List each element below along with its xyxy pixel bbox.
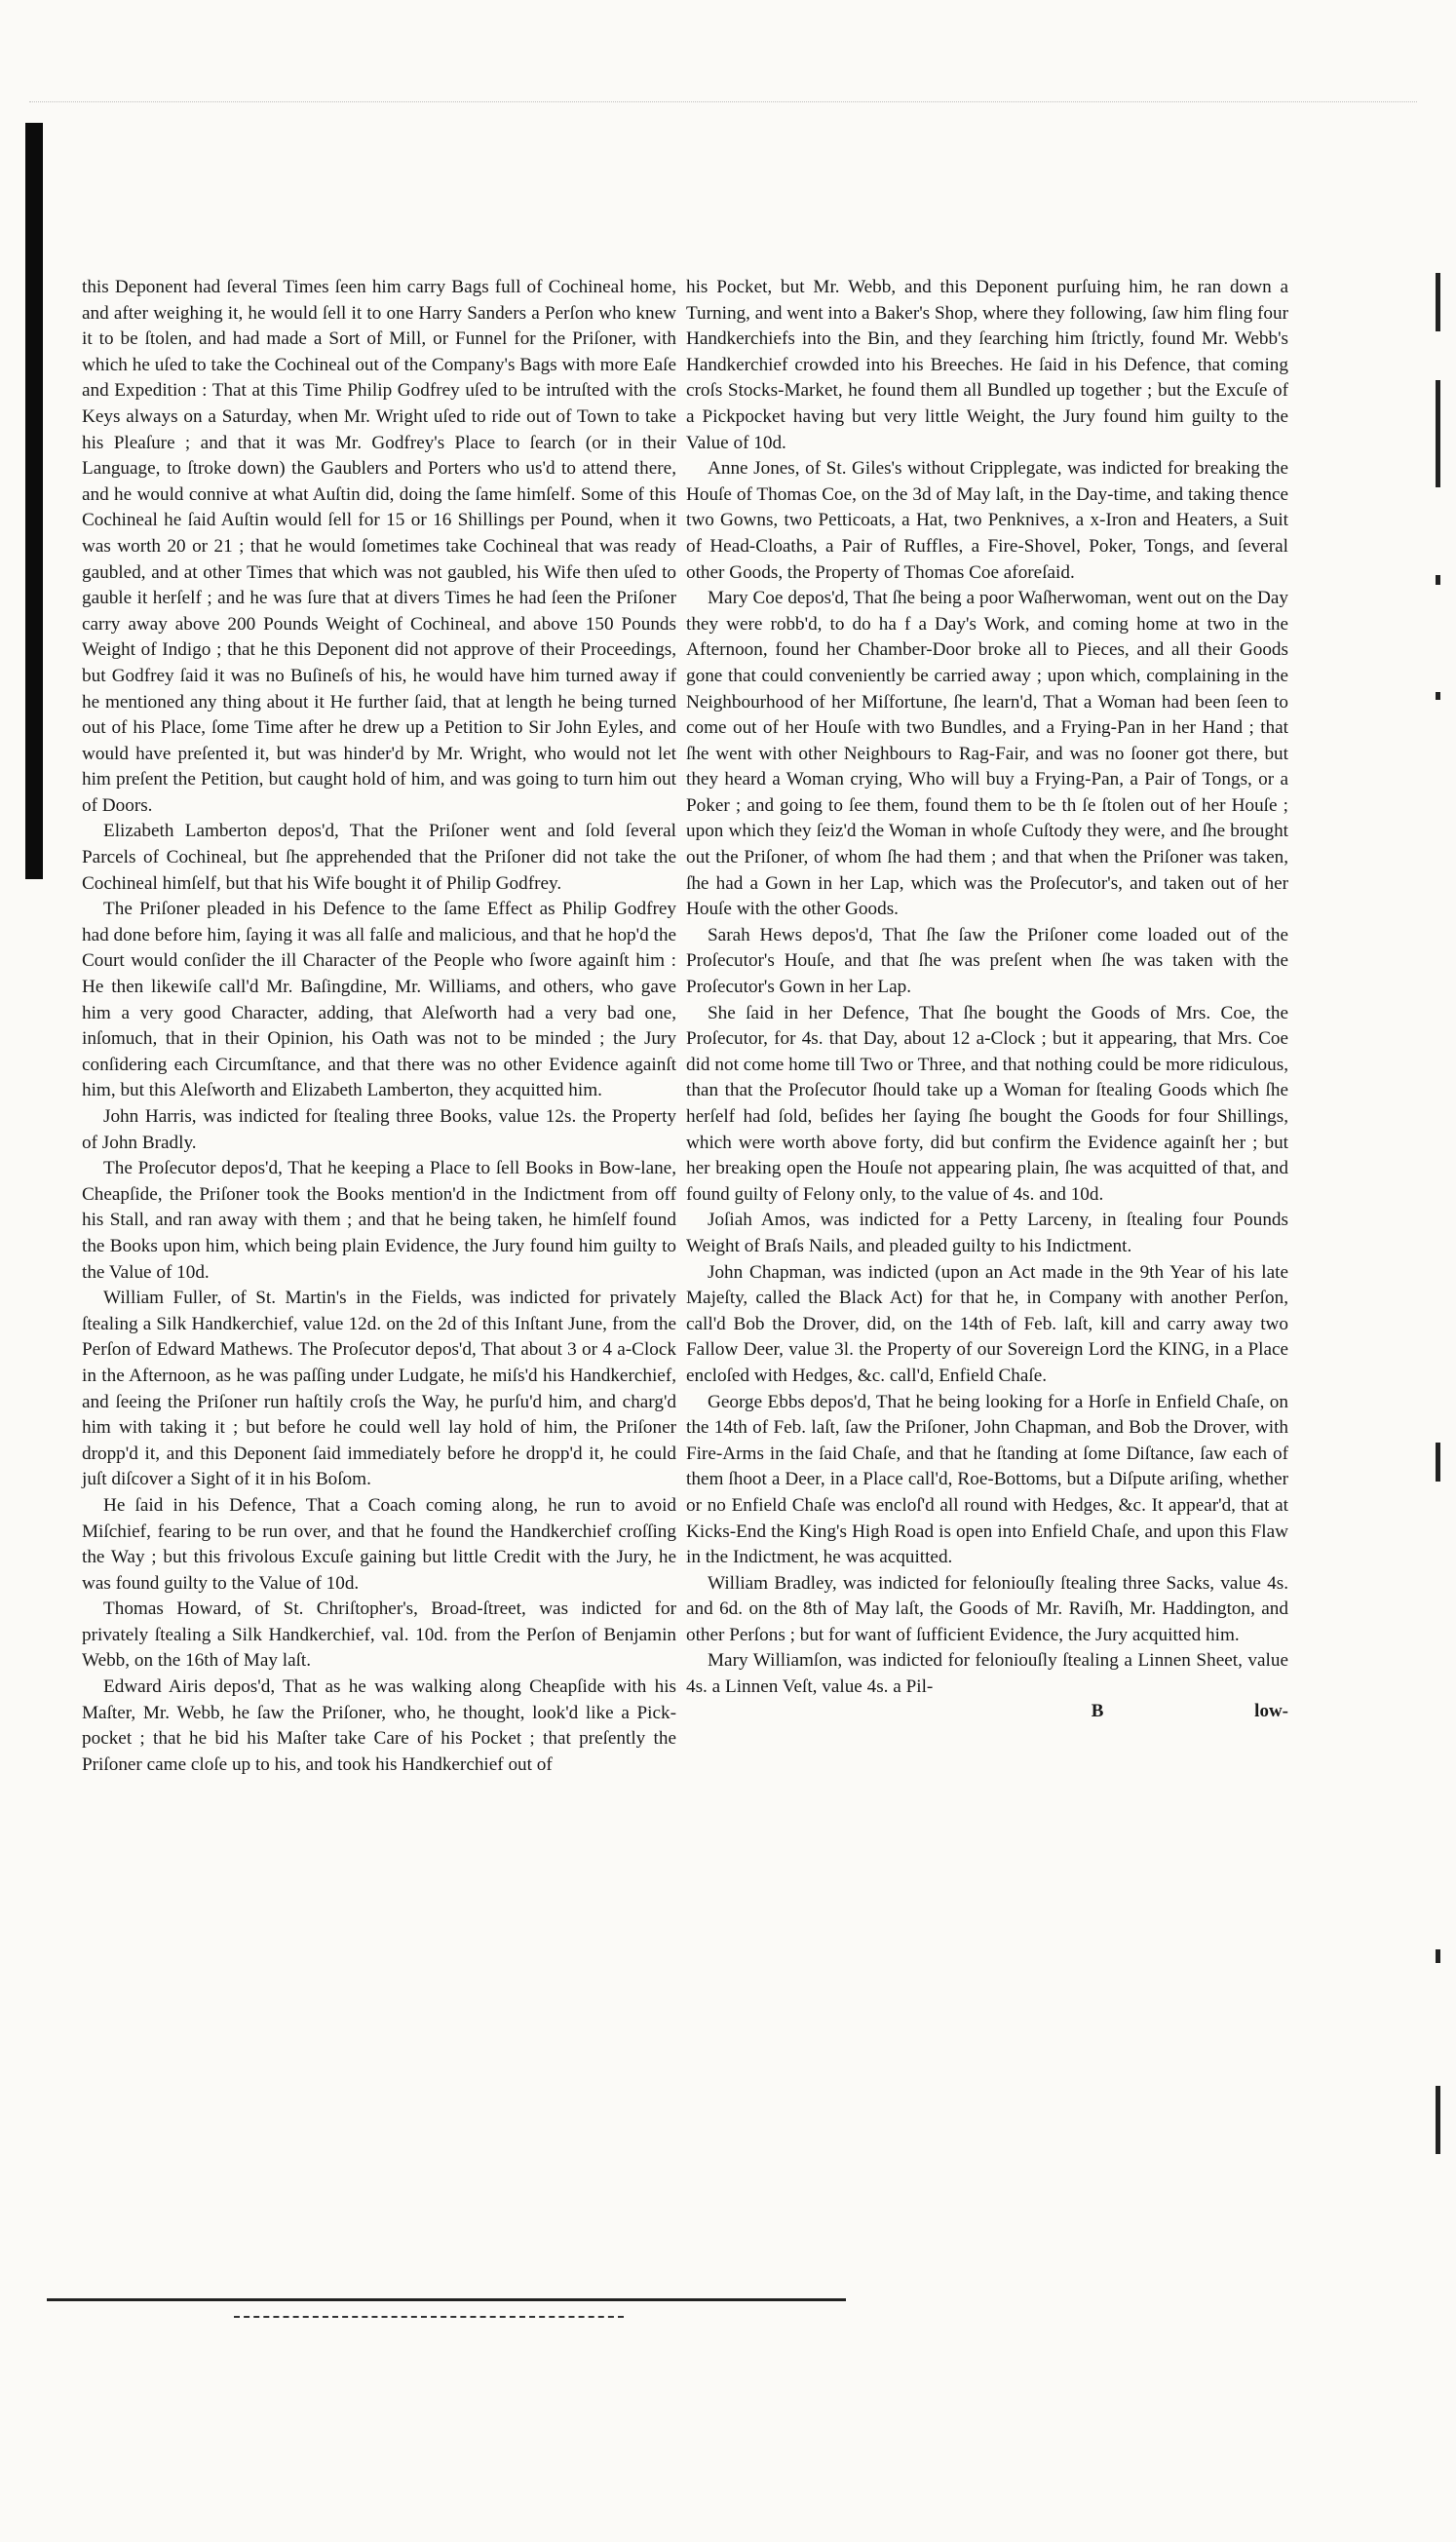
- signature-mark: B: [1091, 1700, 1104, 1721]
- binding-shadow: [25, 123, 43, 879]
- margin-marks: [1425, 234, 1444, 2281]
- paragraph: Edward Airis depos'd, That as he was walking along Cheapſide with his Maſter, Mr. Webb, he ſaw the Priſoner, who, he thought, look'd like a Pick-pocket ; that he bid his Maſter take Care of his Pocket ; that preſently the Priſoner came cloſe up to his, and took his Handkerchief out of: [82, 1676, 676, 1775]
- catchword: low-: [1254, 1700, 1288, 1721]
- paragraph: this Deponent had ſeveral Times ſeen him carry Bags full of Cochineal home, and after weighing it, he would ſell it to one Harry Sanders a Perſon who knew it to be ſtolen, and had made a Sort of Mill, or Funnel for the Priſoner, with which he uſed to take the Cochineal out of the Company's Bags with more Eaſe and Expedition : That at this Time Philip Godfrey uſed to be intruſted with the Keys always on a Saturday, when Mr. Wright uſed to ride out of Town to take his Pleaſure ; and that it was Mr. Godfrey's Place to ſearch (or in their Language, to ſtroke down) the Gaublers and Porters who us'd to attend there, and he would connive at what Auſtin did, doing the ſame himſelf. Some of this Cochineal he ſaid Auſtin would ſell for 15 or 16 Shillings per Pound, when it was worth 20 or 21 ; that he would ſometimes take Cochineal that was ready gaubled, and at other Times that which was not gaubled, his Wife then uſed to gauble it herſelf ; and he was ſure that at divers Times he had ſeen the Priſoner carry away above 200 Pounds Weight of Cochineal, and above 150 Pounds Weight of Indigo ; that he this Deponent did not approve of their Proceedings, but Godfrey ſaid it was no Buſineſs of his, he would have him turned away if he mentioned any thing about it He further ſaid, that at length he being turned out of his Place, ſome Time after he drew up a Petition to Sir John Eyles, and would have preſented it, but was hinder'd by Mr. Wright, who would not let him preſent the Petition, but caught hold of him, and was going to turn him out of Doors.: [82, 277, 676, 816]
- paragraph: Sarah Hews depos'd, That ſhe ſaw the Priſoner come loaded out of the Proſecutor's Houſe, and that ſhe was preſent when ſhe was taken with the Proſecutor's Gown in her Lap.: [686, 924, 1288, 998]
- paragraph: Thomas Howard, of St. Chriſtopher's, Broad-ſtreet, was indicted for privately ſtealing a Silk Handkerchief, val. 10d. from the Perſon of Benjamin Webb, on the 16th of May laſt.: [82, 1598, 676, 1672]
- paragraph: John Harris, was indicted for ſtealing three Books, value 12s. the Property of John Bradly.: [82, 1106, 676, 1153]
- page-footer: [686, 1699, 1288, 1725]
- paragraph: The Priſoner pleaded in his Defence to the ſame Effect as Philip Godfrey had done before him, ſaying it was all falſe and malicious, and that he hop'd the Court would conſider the ill Character of the People who ſwore againſt him : He then likewiſe call'd Mr. Baſingdine, Mr. Williams, and others, who gave him a very good Character, adding, that Aleſworth had a very bad one, inſomuch, that in their Opinion, his Oath was not to be minded ; the Jury conſidering each Circumſtance, and that there was no other Evidence againſt him, but this Aleſworth and Elizabeth Lamberton, they acquitted him.: [82, 899, 676, 1101]
- paragraph: Mary Williamſon, was indicted for feloniouſly ſtealing a Linnen Sheet, value 4s. a Linnen Veſt, value 4s. a Pil-: [686, 1650, 1288, 1698]
- scan-edge: [29, 101, 1417, 106]
- paragraph: The Proſecutor depos'd, That he keeping a Place to ſell Books in Bow-lane, Cheapſide, the Priſoner took the Books mention'd in the Indictment from off his Stall, and ran away with them ; and that he being taken, he himſelf found the Books upon him, which being plain Evidence, the Jury found him guilty to the Value of 10d.: [82, 1158, 676, 1283]
- paragraph: He ſaid in his Defence, That a Coach coming along, he run to avoid Miſchief, fearing to be run over, and that he found the Handkerchief croſſing the Way ; but this frivolous Excuſe gaining but little Credit with the Jury, he was found guilty to the Value of 10d.: [82, 1494, 676, 1594]
- paragraph: Elizabeth Lamberton depos'd, That the Priſoner went and ſold ſeveral Parcels of Cochineal, but ſhe apprehended that the Priſoner did not take the Cochineal himſelf, but that his Wife bought it of Philip Godfrey.: [82, 821, 676, 894]
- paragraph: Joſiah Amos, was indicted for a Petty Larceny, in ſtealing four Pounds Weight of Braſs Nails, and pleaded guilty to his Indictment.: [686, 1210, 1288, 1256]
- paragraph: Anne Jones, of St. Giles's without Cripplegate, was indicted for breaking the Houſe of Thomas Coe, on the 3d of May laſt, in the Day-time, and taking thence two Gowns, two Petticoats, a Hat, two Penknives, a x-Iron and Heaters, a Suit of Head-Cloaths, a Pair of Ruffles, a Fire-Shovel, Poker, Tongs, and ſeveral other Goods, the Property of Thomas Coe aforeſaid.: [686, 458, 1288, 583]
- paragraph: William Fuller, of St. Martin's in the Fields, was indicted for privately ſtealing a Silk Handkerchief, value 12d. on the 2d of this Inſtant June, from the Perſon of Edward Mathews. The Proſecutor depos'd, That about 3 or 4 a-Clock in the Afternoon, as he was paſſing under Ludgate, he miſs'd his Handkerchief, and ſeeing the Priſoner run haſtily croſs the Way, he purſu'd him, and charg'd him with taking it ; but before he could well lay hold of him, the Priſoner dropp'd it, and this Deponent ſaid immediately before he dropp'd it, he could juſt diſcover a Sight of it in his Boſom.: [82, 1288, 676, 1490]
- paragraph: his Pocket, but Mr. Webb, and this Deponent purſuing him, he ran down a Turning, and went into a Baker's Shop, where they following, ſaw him fling four Handkerchiefs into the Bin, and they ſearching him ſtrictly, found Mr. Webb's Handkerchief crowded into his Breeches. He ſaid in his Defence, that coming croſs Stocks-Market, he found them all Bundled up together ; but the Excuſe of a Pickpocket having but very little Weight, the Jury found him guilty to the Value of 10d.: [686, 277, 1288, 453]
- left-column: [82, 275, 676, 1778]
- bottom-rule: [47, 2298, 846, 2301]
- bottom-rule-dashed: [234, 2316, 624, 2319]
- paragraph: Mary Coe depos'd, That ſhe being a poor Waſherwoman, went out on the Day they were robb'd, to do ha f a Day's Work, and coming home at two in the Afternoon, found her Chamber-Door broke all to Pieces, and all their Goods gone that could conveniently be carried away ; upon which, complaining in the Neighbourhood of her Miſfortune, ſhe learn'd, That a Woman had been ſeen to come out of her Houſe with two Bundles, and a Frying-Pan in her Hand ; that ſhe went with other Neighbours to Rag-Fair, and was no ſooner got there, but they heard a Woman crying, Who will buy a Frying-Pan, a Pair of Tongs, or a Poker ; and going to ſee them, found them to be th ſe ſtolen out of her Houſe ; upon which they ſeiz'd the Woman in whoſe Cuſtody they were, and ſhe brought out the Priſoner, of whom ſhe had them ; and that when the Priſoner was taken, ſhe had a Gown in her Lap, which was the Proſecutor's, and taken out of her Houſe with the other Goods.: [686, 588, 1288, 920]
- paragraph: John Chapman, was indicted (upon an Act made in the 9th Year of his late Majeſty, called the Black Act) for that he, in Company with another Perſon, call'd Bob the Drover, did, on the 14th of Feb. laſt, kill and carry away two Fallow Deer, value 3l. the Property of our Sovereign Lord the KING, in a Place encloſed with Hedges, &c. call'd, Enfield Chaſe.: [686, 1261, 1288, 1386]
- right-column: [686, 275, 1288, 1724]
- paragraph: William Bradley, was indicted for feloniouſly ſtealing three Sacks, value 4s. and 6d. on the 8th of May laſt, the Goods of Mr. Raviſh, Mr. Haddington, and other Perſons ; but for want of ſufficient Evidence, the Jury acquitted him.: [686, 1572, 1288, 1645]
- paragraph: George Ebbs depos'd, That he being looking for a Horſe in Enfield Chaſe, on the 14th of Feb. laſt, ſaw the Priſoner, John Chapman, and Bob the Drover, with Fire-Arms in the ſaid Chaſe, and that he ſtanding at ſome Diſtance, ſaw each of them ſhoot a Deer, in a Place call'd, Roe-Bottoms, but a Diſpute ariſing, whether or no Enfield Chaſe was encloſ'd all round with Hedges, &c. It appear'd, that at Kicks-End the King's High Road is open into Enfield Chaſe, and upon this Flaw in the Indictment, he was acquitted.: [686, 1391, 1288, 1568]
- paragraph: She ſaid in her Defence, That ſhe bought the Goods of Mrs. Coe, the Proſecutor, for 4s. that Day, about 12 a-Clock ; but it appearing, that Mrs. Coe did not come home till Two or Three, and that nothing could be more ridiculous, than that the Proſecutor ſhould take up a Woman for ſtealing Goods which ſhe herſelf had ſold, beſides her ſaying ſhe bought the Goods for four Shillings, which were worth above forty, did but confirm the Evidence againſt her ; but her breaking open the Houſe not appearing plain, ſhe was acquitted of that, and found guilty of Felony only, to the value of 4s. and 10d.: [686, 1002, 1288, 1205]
